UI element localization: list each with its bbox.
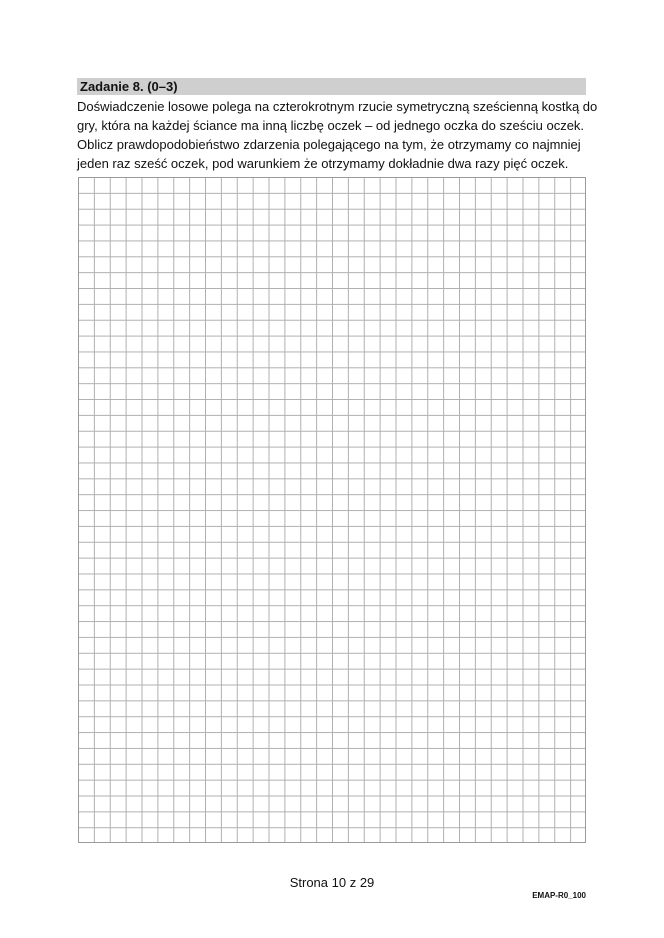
- task-header: Zadanie 8. (0–3): [77, 78, 586, 95]
- task-line: jeden raz sześć oczek, pod warunkiem że otrzymamy dokładnie dwa razy pięć oczek.: [77, 156, 569, 171]
- page-number: Strona 10 z 29: [289, 875, 375, 890]
- answer-grid[interactable]: [78, 177, 586, 843]
- task-line: Doświadczenie losowe polega na czterokrotnym rzucie symetryczną sześcienną kostką do: [77, 99, 598, 114]
- task-line: gry, która na każdej ściance ma inną liczbę oczek – od jednego oczka do sześciu oczek.: [77, 118, 585, 133]
- task-line: Oblicz prawdopodobieństwo zdarzenia polegającego na tym, że otrzymamy co najmniej: [77, 137, 581, 152]
- document-code: EMAP-R0_100: [532, 891, 586, 900]
- task-statement: [77, 97, 597, 173]
